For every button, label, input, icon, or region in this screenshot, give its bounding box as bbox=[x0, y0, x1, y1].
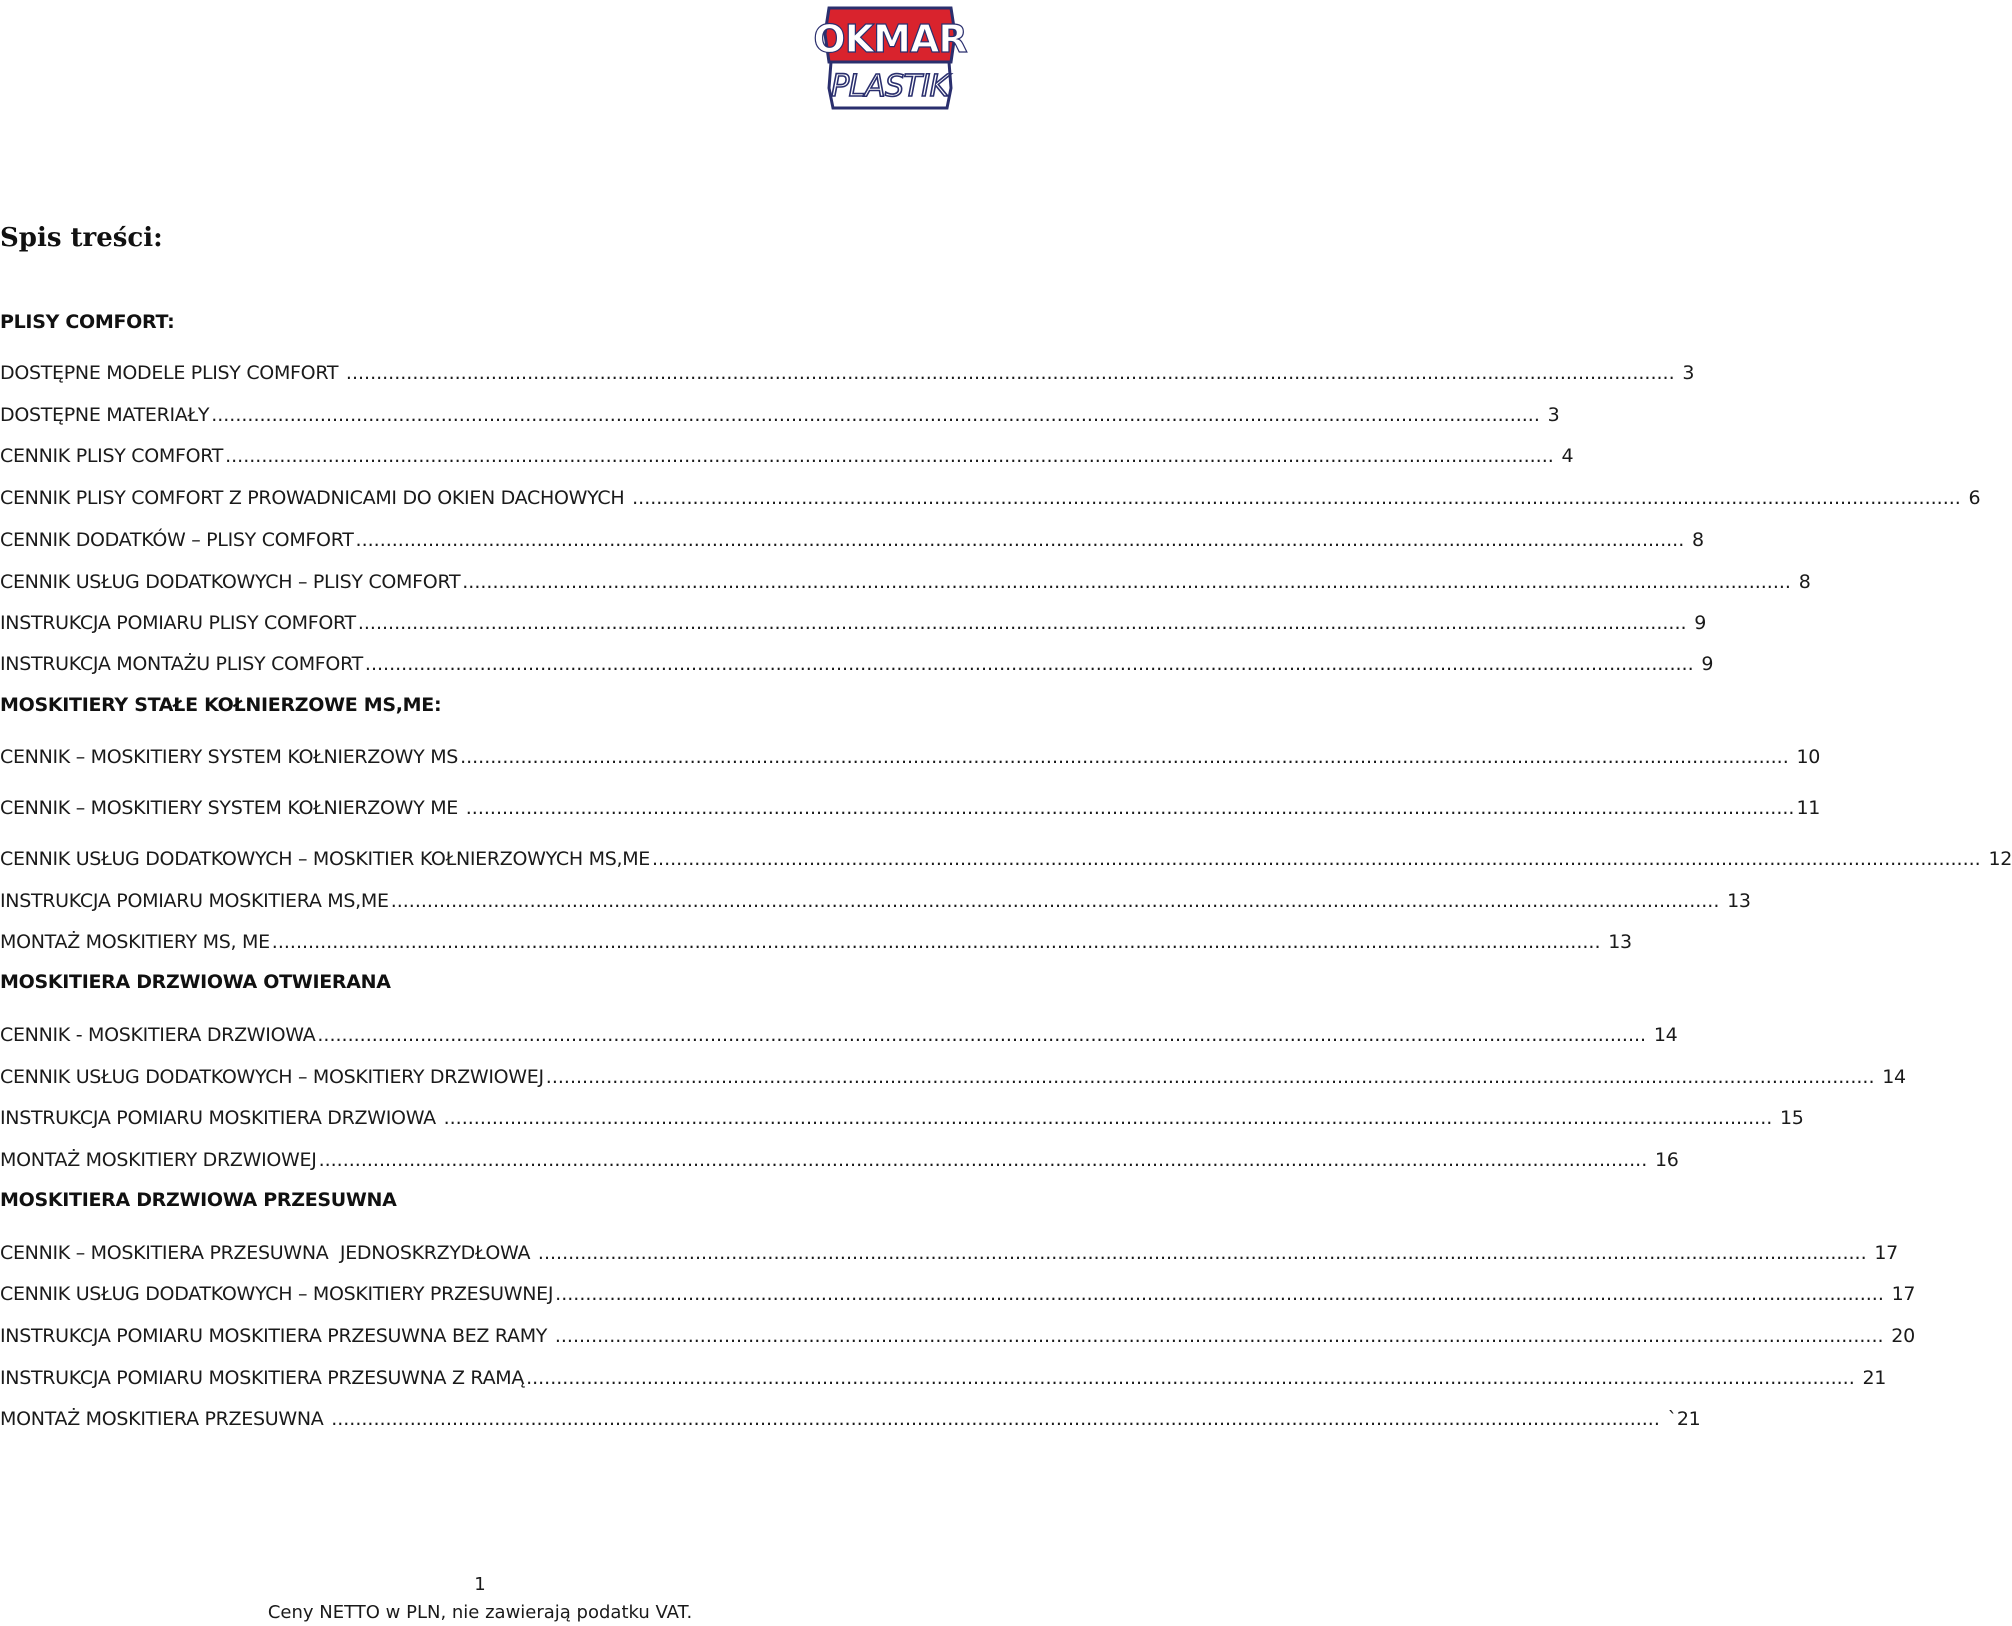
toc-entry-page: 15 bbox=[1774, 1107, 1804, 1129]
toc-entry-page: `21 bbox=[1661, 1408, 1701, 1430]
toc-entry-label: INSTRUKCJA POMIARU MOSKITIERA PRZESUWNA BEZ RAMY bbox=[0, 1325, 553, 1347]
toc-leader-dots: ............................................................................................................................................................................................................................ bbox=[537, 1242, 1867, 1264]
toc-leader-dots: ............................................................................................................................................................................................................................ bbox=[443, 1107, 1773, 1129]
toc-entry-label: INSTRUKCJA POMIARU MOSKITIERA MS,ME bbox=[0, 890, 389, 912]
toc-entry-label: CENNIK – MOSKITIERY SYSTEM KOŁNIERZOWY ME bbox=[0, 797, 464, 819]
toc-leader-dots: ............................................................................................................................................................................................................................ bbox=[652, 848, 1981, 870]
toc-entry[interactable] bbox=[0, 1241, 1898, 1265]
svg-text:OKMAR: OKMAR bbox=[813, 17, 967, 61]
toc-entry-label: CENNIK PLISY COMFORT Z PROWADNICAMI DO OKIEN DACHOWYCH bbox=[0, 487, 631, 509]
toc-leader-dots: ............................................................................................................................................................................................................................ bbox=[318, 1149, 1648, 1171]
toc-entry-label: CENNIK USŁUG DODATKOWYCH – MOSKITIERY DRZWIOWEJ bbox=[0, 1066, 544, 1088]
toc-entry[interactable] bbox=[0, 930, 1632, 954]
toc-leader-dots: ............................................................................................................................................................................................................................ bbox=[554, 1325, 1884, 1347]
toc-entry[interactable] bbox=[0, 1065, 1906, 1089]
toc-entry[interactable] bbox=[0, 444, 1574, 468]
toc-entry-page: 20 bbox=[1885, 1325, 1915, 1347]
toc-entry-page: 10 bbox=[1790, 746, 1821, 768]
toc-entry-label: INSTRUKCJA MONTAŻU PLISY COMFORT bbox=[0, 653, 363, 675]
toc-entry-label: DOSTĘPNE MODELE PLISY COMFORT bbox=[0, 362, 344, 384]
toc-leader-dots: ............................................................................................................................................................................................................................ bbox=[555, 1283, 1884, 1305]
okmar-plastik-logo bbox=[813, 4, 967, 112]
toc-entry-label: CENNIK PLISY COMFORT bbox=[0, 445, 224, 467]
toc-entry-page: 4 bbox=[1555, 445, 1574, 467]
toc-entry-page: 3 bbox=[1676, 362, 1695, 384]
toc-section-heading: MOSKITIERY STAŁE KOŁNIERZOWE MS,ME: bbox=[0, 694, 442, 716]
toc-entry[interactable] bbox=[0, 528, 1704, 552]
footer-note: Ceny NETTO w PLN, nie zawierają podatku VAT. bbox=[267, 1602, 693, 1623]
toc-leader-dots: ............................................................................................................................................................................................................................ bbox=[632, 487, 1961, 509]
toc-entry-page: 11 bbox=[1796, 797, 1821, 819]
toc-entry-page: 8 bbox=[1792, 571, 1811, 593]
toc-entry[interactable] bbox=[0, 1106, 1804, 1130]
toc-entry-page: 13 bbox=[1721, 890, 1751, 912]
toc-entry-page: 8 bbox=[1686, 529, 1704, 551]
toc-entry-page: 12 bbox=[1982, 848, 2012, 870]
toc-entry-page: 6 bbox=[1962, 487, 1981, 509]
toc-entry[interactable] bbox=[0, 1366, 1887, 1390]
toc-leader-dots: ............................................................................................................................................................................................................................ bbox=[465, 797, 1795, 819]
toc-entry-label: CENNIK – MOSKITIERY SYSTEM KOŁNIERZOWY MS bbox=[0, 746, 459, 768]
toc-leader-dots: ............................................................................................................................................................................................................................ bbox=[331, 1408, 1660, 1430]
page-number: 1 bbox=[474, 1574, 486, 1595]
toc-entry-label: MONTAŻ MOSKITIERY DRZWIOWEJ bbox=[0, 1149, 317, 1171]
toc-entry-label: CENNIK USŁUG DODATKOWYCH – MOSKITIER KOŁNIERZOWYCH MS,ME bbox=[0, 848, 651, 870]
toc-leader-dots: ............................................................................................................................................................................................................................ bbox=[357, 612, 1687, 634]
toc-leader-dots: ............................................................................................................................................................................................................................ bbox=[526, 1367, 1855, 1389]
toc-entry[interactable] bbox=[0, 847, 2012, 871]
toc-entry[interactable] bbox=[0, 1282, 1916, 1306]
toc-entry-page: 14 bbox=[1876, 1066, 1906, 1088]
toc-entry-page: 13 bbox=[1602, 931, 1632, 953]
toc-entry-page: 9 bbox=[1695, 653, 1714, 675]
toc-entry-page: 9 bbox=[1688, 612, 1707, 634]
toc-entry-label: CENNIK USŁUG DODATKOWYCH – PLISY COMFORT bbox=[0, 571, 461, 593]
toc-leader-dots: ............................................................................................................................................................................................................................ bbox=[225, 445, 1554, 467]
svg-text:PLASTIK: PLASTIK bbox=[831, 69, 949, 104]
toc-entry-label: CENNIK DODATKÓW – PLISY COMFORT bbox=[0, 529, 354, 551]
toc-entry-label: CENNIK – MOSKITIERA PRZESUWNA JEDNOSKRZYDŁOWA bbox=[0, 1242, 536, 1264]
toc-entry-label: MONTAŻ MOSKITIERY MS, ME bbox=[0, 931, 270, 953]
toc-entry[interactable] bbox=[0, 1023, 1678, 1047]
toc-section-heading: PLISY COMFORT: bbox=[0, 311, 175, 333]
toc-entry[interactable] bbox=[0, 889, 1751, 913]
toc-leader-dots: ............................................................................................................................................................................................................................ bbox=[271, 931, 1601, 953]
toc-entry[interactable] bbox=[0, 611, 1707, 635]
toc-entry[interactable] bbox=[0, 403, 1560, 427]
toc-leader-dots: ............................................................................................................................................................................................................................ bbox=[211, 404, 1540, 426]
toc-leader-dots: ............................................................................................................................................................................................................................ bbox=[460, 746, 1789, 768]
toc-leader-dots: ............................................................................................................................................................................................................................ bbox=[364, 653, 1694, 675]
toc-entry-label: CENNIK - MOSKITIERA DRZWIOWA bbox=[0, 1024, 316, 1046]
toc-entry[interactable] bbox=[0, 745, 1821, 769]
toc-leader-dots: ............................................................................................................................................................................................................................ bbox=[355, 529, 1685, 551]
toc-entry-page: 14 bbox=[1648, 1024, 1678, 1046]
toc-leader-dots: ............................................................................................................................................................................................................................ bbox=[545, 1066, 1875, 1088]
toc-leader-dots: ............................................................................................................................................................................................................................ bbox=[390, 890, 1720, 912]
toc-section-heading: MOSKITIERA DRZWIOWA PRZESUWNA bbox=[0, 1189, 397, 1211]
toc-entry[interactable] bbox=[0, 361, 1695, 385]
toc-entry[interactable] bbox=[0, 570, 1811, 594]
toc-entry[interactable] bbox=[0, 652, 1714, 676]
toc-entry-label: MONTAŻ MOSKITIERA PRZESUWNA bbox=[0, 1408, 330, 1430]
toc-entry-page: 17 bbox=[1885, 1283, 1916, 1305]
toc-section-heading: MOSKITIERA DRZWIOWA OTWIERANA bbox=[0, 971, 391, 993]
toc-entry-label: DOSTĘPNE MATERIAŁY bbox=[0, 404, 210, 426]
toc-entry[interactable] bbox=[0, 1148, 1679, 1172]
toc-entry-page: 3 bbox=[1541, 404, 1560, 426]
toc-entry-label: INSTRUKCJA POMIARU MOSKITIERA DRZWIOWA bbox=[0, 1107, 442, 1129]
toc-entry[interactable] bbox=[0, 1324, 1915, 1348]
toc-title: Spis treści: bbox=[0, 223, 163, 253]
toc-entry-page: 17 bbox=[1868, 1242, 1898, 1264]
toc-leader-dots: ............................................................................................................................................................................................................................ bbox=[317, 1024, 1647, 1046]
toc-entry-label: CENNIK USŁUG DODATKOWYCH – MOSKITIERY PRZESUWNEJ bbox=[0, 1283, 554, 1305]
toc-entry[interactable] bbox=[0, 486, 1981, 510]
toc-entry-label: INSTRUKCJA POMIARU PLISY COMFORT bbox=[0, 612, 356, 634]
toc-entry-page: 16 bbox=[1649, 1149, 1679, 1171]
toc-entry-page: 21 bbox=[1856, 1367, 1887, 1389]
toc-leader-dots: ............................................................................................................................................................................................................................ bbox=[462, 571, 1791, 593]
toc-entry[interactable] bbox=[0, 796, 1821, 820]
toc-leader-dots: ............................................................................................................................................................................................................................ bbox=[345, 362, 1675, 384]
toc-entry-label: INSTRUKCJA POMIARU MOSKITIERA PRZESUWNA Z RAMĄ bbox=[0, 1367, 525, 1389]
toc-entry[interactable] bbox=[0, 1407, 1701, 1431]
